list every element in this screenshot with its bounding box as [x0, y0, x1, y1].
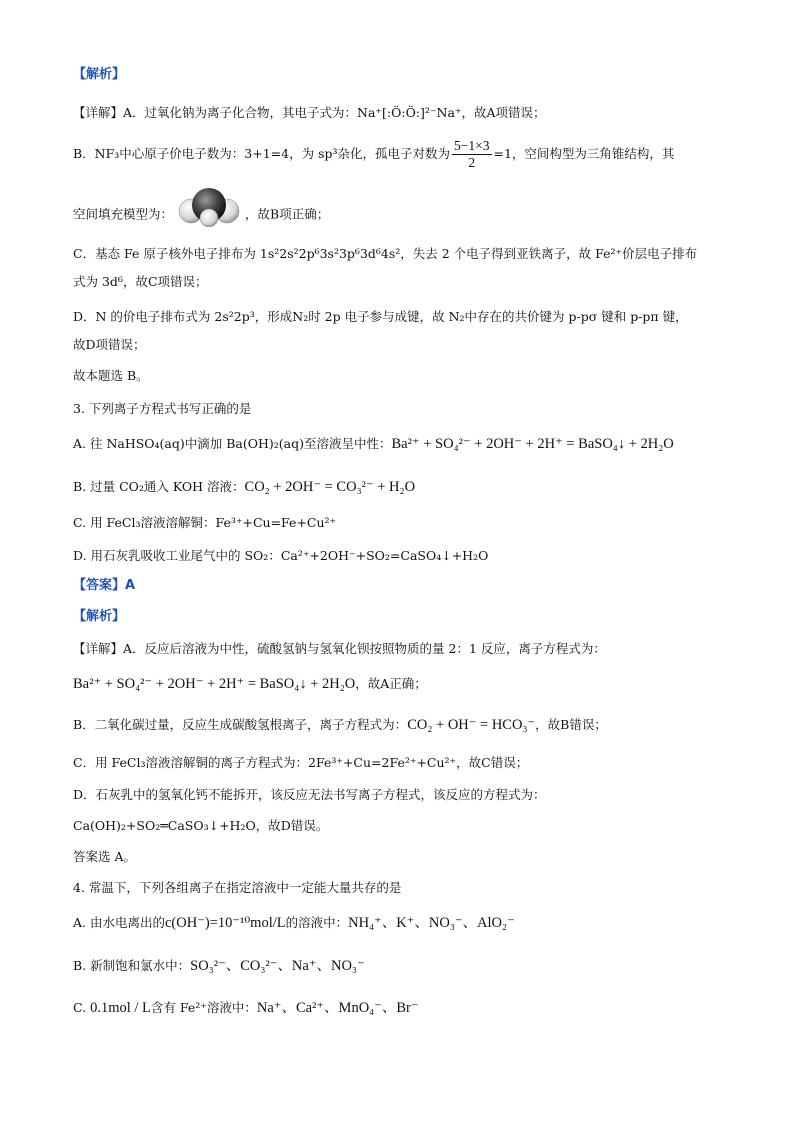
question-4-option-a	[73, 914, 515, 932]
model-conclusion: ，故B项正确；	[245, 206, 330, 222]
detail2-a-line-1: 【详解】A．反应后溶液为中性，硫酸氢钠与氢氧化钡按照物质的量 2：1 反应，离子方程式为：	[73, 641, 606, 656]
detail-a-na2o2: 【详解】A．过氧化钠为离子化合物，其电子式为：Na⁺[:Ö:Ö:]²⁻Na⁺，故A项错误；	[73, 105, 546, 120]
q4-a-mid: 的溶液中：	[285, 915, 349, 930]
section-analysis-1: 【解析】	[73, 67, 126, 82]
conclusion-2: 答案选 A。	[73, 849, 137, 864]
q4-c-concentration: 0.1mol / L	[90, 1000, 151, 1016]
question-3-option-b	[73, 478, 415, 496]
detail2-b-equation: CO₂ + OH⁻ = HCO₃⁻	[407, 717, 536, 733]
detail2-a-equation: Ba²⁺ + SO₄²⁻ + 2OH⁻ + 2H⁺ = BaSO₄↓ + 2H₂O	[73, 676, 356, 692]
detail-b-model-line	[73, 187, 329, 227]
section-analysis-2: 【解析】	[73, 609, 126, 624]
conclusion-1: 故本题选 B。	[73, 368, 149, 383]
detail2-d-line-2: Ca(OH)₂+SO₂═CaSO₃↓+H₂O，故D错误。	[73, 818, 329, 833]
detail-b-text: B．NF₃中心原子价电子数为：3+1=4，为 sp³杂化，孤电子对数为	[73, 146, 451, 161]
nf3-space-filling-model-image	[177, 187, 241, 243]
q4-a-text: A. 由水电离出的	[73, 915, 165, 930]
detail-d-line-2: 故D项错误；	[73, 337, 146, 352]
q4-c-ions: Na⁺、Ca²⁺、MnO₄⁻、Br⁻	[256, 1000, 419, 1016]
detail2-a-conclusion: ，故A正确；	[355, 676, 427, 691]
detail2-b-text: B．二氧化碳过量，反应生成碳酸氢根离子，离子方程式为：	[73, 717, 408, 732]
q4-c-label: C.	[73, 1000, 91, 1015]
detail2-c: C．用 FeCl₃溶液溶解铜的离子方程式为：2Fe³⁺+Cu=2Fe²⁺+Cu²⁺，故C错误；	[73, 755, 529, 770]
option-a-equation: Ba²⁺ + SO₄²⁻ + 2OH⁻ + 2H⁺ = BaSO₄↓ + 2H₂O	[391, 436, 674, 452]
detail2-b	[73, 716, 607, 734]
detail2-d-line-1: D．石灰乳中的氢氧化钙不能拆开，该反应无法书写离子方程式，该反应的方程式为：	[73, 787, 546, 802]
question-3-option-d: D. 用石灰乳吸收工业尾气中的 SO₂：Ca²⁺+2OH⁻+SO₂=CaSO₄↓+H₂O	[73, 548, 489, 563]
q4-b-ions: SO₃²⁻、CO₃²⁻、Na⁺、NO₃⁻	[190, 958, 365, 974]
q4-a-concentration: c(OH⁻)=10⁻¹⁰mol/L	[164, 915, 286, 931]
detail-c-line-2: 式为 3d⁶，故C项错误；	[73, 274, 208, 289]
question-4-stem: 4. 常温下，下列各组离子在指定溶液中一定能大量共存的是	[73, 880, 402, 895]
option-b-equation: CO₂ + 2OH⁻ = CO₃²⁻ + H₂O	[244, 479, 416, 495]
option-a-text: A. 往 NaHSO₄(aq)中滴加 Ba(OH)₂(aq)至溶液呈中性：	[73, 436, 392, 451]
question-3-stem: 3. 下列离子方程式书写正确的是	[73, 401, 252, 416]
lone-pair-fraction	[452, 138, 491, 171]
detail-d-line-1: D．N 的价电子排布式为 2s²2p³，形成N₂时 2p 电子参与成键，故 N₂中存在的共价键为 p-pσ 键和 p-pπ 键，	[73, 309, 688, 324]
fraction-numerator: 5−1×3	[454, 138, 490, 153]
detail-c-line-1: C．基态 Fe 原子核外电子排布为 1s²2s²2p⁶3s²3p⁶3d⁶4s²，失去 2 个电子得到亚铁离子，故 Fe²⁺价层电子排布	[73, 246, 698, 261]
q4-c-mid: 含有 Fe²⁺溶液中：	[150, 1000, 257, 1015]
answer-label: 【答案】A	[73, 578, 136, 593]
detail2-b-conclusion: ，故B错误；	[535, 717, 607, 732]
question-3-option-a	[73, 435, 674, 453]
question-4-option-c	[73, 999, 419, 1017]
detail-b-text-post: =1，空间构型为三角锥结构，其	[493, 146, 675, 161]
option-b-text: B. 过量 CO₂通入 KOH 溶液：	[73, 479, 245, 494]
fraction-denominator: 2	[468, 155, 476, 170]
model-caption: 空间填充模型为：	[73, 206, 174, 222]
q4-a-ions: NH₄⁺、K⁺、NO₃⁻、AlO₂⁻	[348, 915, 515, 931]
detail-b-nf3	[73, 138, 674, 171]
question-3-option-c: C. 用 FeCl₃溶液溶解铜：Fe³⁺+Cu=Fe+Cu²⁺	[73, 515, 337, 530]
question-4-option-b	[73, 957, 365, 975]
q4-b-text: B. 新制饱和氯水中：	[73, 958, 191, 973]
detail2-a-line-2	[73, 675, 427, 693]
